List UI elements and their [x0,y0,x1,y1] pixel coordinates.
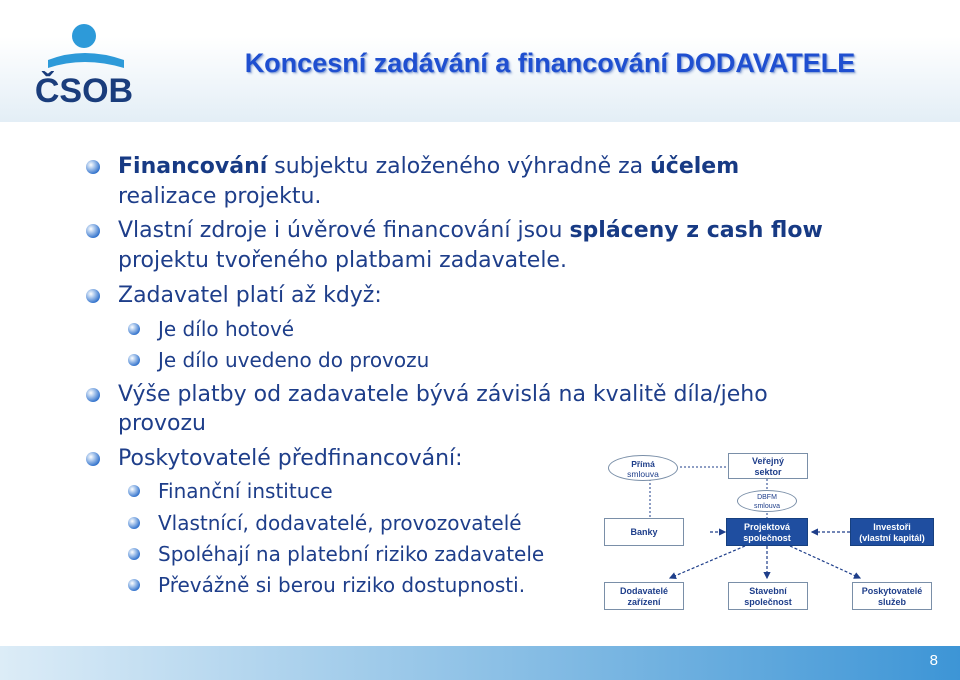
verejny-sektor-node [728,453,808,479]
projektova-spolecnost-node [726,518,808,546]
dbfm-diagram [600,445,950,625]
bullet-icon [86,388,100,402]
node-label: DBFM [757,494,777,501]
sub-bullet-text: Je dílo uvedeno do provozu [158,348,430,372]
bullet-icon [86,289,100,303]
banky-node [604,518,684,546]
bullet-icon [86,224,100,238]
bullet-text: Výše platby od zadavatele bývá závislá na kvalitě díla/jeho [118,382,768,407]
node-label: Přímá [631,459,655,469]
logo-text: ČSOB [34,72,134,110]
sub-bullet-text: Je dílo hotové [158,317,295,341]
node-label: (vlastní kapitál) [859,533,925,543]
bullet-icon [86,160,100,174]
sub-bullet-icon [128,579,140,591]
investori-node [850,518,934,546]
sub-bullet-text: Vlastnící, dodavatelé, provozovatelé [158,511,522,535]
page-number: 8 [929,652,938,669]
sub-bullet-icon [128,354,140,366]
bullet-text-cont: projektu tvořeného platbami zadavatele. [118,248,567,273]
bullet-text: Poskytovatelé předfinancování: [118,446,463,471]
node-label: společnost [744,597,792,607]
bullet-text: Zadavatel platí až když: [118,283,382,308]
sub-bullet-icon [128,517,140,529]
bullet-text: Financování subjektu založeného výhradně za účelem [118,154,740,179]
dodavatele-zarizeni-node [604,582,684,610]
page-title: Koncesní zadávání a financování DODAVATELE [244,48,856,78]
poskytovatele-sluzeb-node [852,582,932,610]
sub-bullet-text: Spoléhají na platební riziko zadavatele [158,542,545,566]
node-label: společnost [743,533,791,543]
sub-bullet-icon [128,485,140,497]
sub-bullet-icon [128,323,140,335]
node-label: Dodavatelé [619,586,669,596]
sub-bullet-text: Převážně si berou riziko dostupnosti. [158,573,526,597]
sub-bullet-icon [128,548,140,560]
bullet-text-cont: provozu [118,411,206,436]
dbfm-smlouva-node [737,490,797,512]
node-label: smlouva [753,503,781,510]
bullet-text-cont: realizace projektu. [118,184,322,209]
node-label: Projektová [743,522,791,532]
stavebni-spolecnost-node [728,582,808,610]
prima-smlouva-node [608,455,678,481]
sub-bullet-text: Finanční instituce [158,479,333,503]
node-label: zařízení [627,597,661,607]
bullet-text: Vlastní zdroje i úvěrové financování jsou spláceny z cash flow [118,218,823,243]
node-label: Investoři [873,522,911,532]
bullet-icon [86,452,100,466]
node-label: Stavební [749,586,787,596]
node-label: Poskytovatelé [861,586,923,596]
node-label: smlouva [627,469,659,479]
node-label: služeb [877,597,906,607]
slide-footer [0,646,960,680]
node-label: Banky [630,527,658,537]
node-label: Veřejný [751,456,785,466]
node-label: sektor [754,467,782,477]
